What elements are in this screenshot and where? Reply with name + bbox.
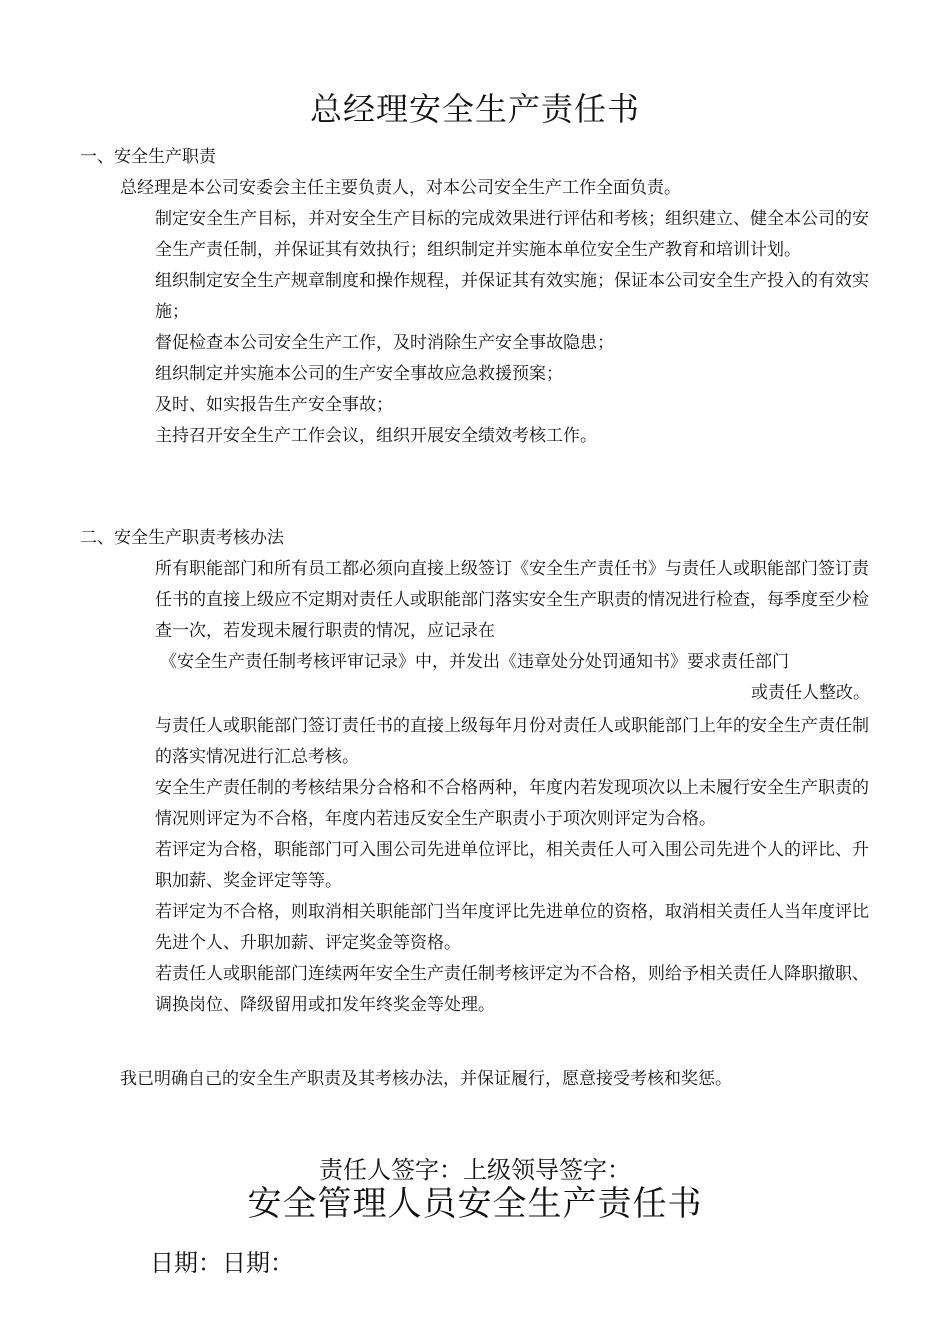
list-item: 若评定为合格，职能部门可入围公司先进单位评比，相关责任人可入围公司先进个人的评比、升职加薪、奖金评定等等。 <box>155 840 869 891</box>
section-1-heading: 一、安全生产职责 <box>80 147 216 167</box>
list-item: 若评定为不合格，则取消相关职能部门当年度评比先进单位的资格，取消相关责任人当年度评比先进个人、升职加薪、评定奖金等资格。 <box>155 902 869 953</box>
section-1-items <box>155 204 870 452</box>
list-item: 与责任人或职能部门签订责任书的直接上级每年月份对责任人或职能部门上年的安全生产责任制的落实情况进行汇总考核。 <box>155 716 869 767</box>
list-item: 组织制定安全生产规章制度和操作规程，并保证其有效实施；保证本公司安全生产投入的有效实施； <box>155 271 869 322</box>
list-item: 主持召开安全生产工作会议，组织开展安全绩效考核工作。 <box>155 426 597 446</box>
list-item: 若责任人或职能部门连续两年安全生产责任制考核评定为不合格，则给予相关责任人降职撤职、调换岗位、降级留用或扣发年终奖金等处理。 <box>155 964 869 1015</box>
list-item: 所有职能部门和所有员工都必须向直接上级签订《安全生产责任书》与责任人或职能部门签订责任书的直接上级应不定期对责任人或职能部门落实安全生产职责的情况进行检查，每季度至少检查一次，若发现未履行职责的情况，应记录在 <box>155 559 869 641</box>
signature-line: 责任人签字：上级领导签字： <box>319 1156 631 1184</box>
list-item: 及时、如实报告生产安全事故； <box>155 395 393 415</box>
section-2-item-1-end: 或责任人整改。 <box>751 683 870 703</box>
section-1-intro: 总经理是本公司安委会主任主要负责人，对本公司安全生产工作全面负责。 <box>120 178 681 198</box>
list-item: 督促检查本公司安全生产工作，及时消除生产安全事故隐患； <box>155 333 614 353</box>
section-2-heading: 二、安全生产职责考核办法 <box>80 528 284 548</box>
section-2-item-1 <box>155 554 870 647</box>
section-2-items <box>155 711 870 1021</box>
list-item: 组织制定并实施本公司的生产安全事故应急救援预案； <box>155 364 563 384</box>
next-document-title: 安全管理人员安全生产责任书 <box>247 1184 703 1224</box>
date-line: 日期：日期： <box>150 1249 294 1277</box>
section-2-item-1-continued: 《安全生产责任制考核评审记录》中，并发出《违章处分处罚通知书》要求责任部门 <box>160 652 789 672</box>
list-item: 制定安全生产目标，并对安全生产目标的完成效果进行评估和考核；组织建立、健全本公司的安全生产责任制，并保证其有效执行；组织制定并实施本单位安全生产教育和培训计划。 <box>155 209 869 260</box>
list-item: 安全生产责任制的考核结果分合格和不合格两种，年度内若发现项次以上未履行安全生产职责的情况则评定为不合格，年度内若违反安全生产职责小于项次则评定为合格。 <box>155 778 869 829</box>
pledge-text: 我已明确自己的安全生产职责及其考核办法，并保证履行，愿意接受考核和奖惩。 <box>120 1069 732 1089</box>
document-title: 总经理安全生产责任书 <box>309 90 640 128</box>
